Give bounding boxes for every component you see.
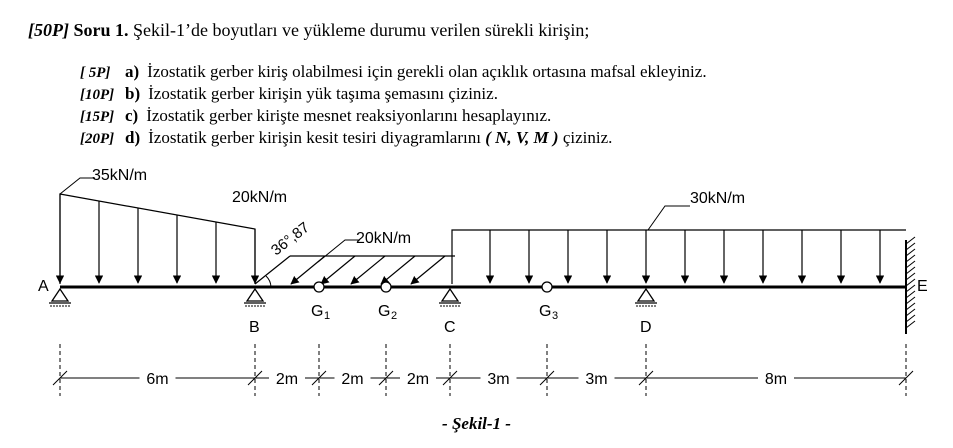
inclined-load [255,256,455,284]
load-label-20-inclined: 20kN/m [356,230,412,247]
dimension-label: 3m [487,371,510,388]
hinge-label-g1 [311,303,330,322]
sub-question-points: [10P] [80,87,115,103]
node-label-c: C [444,319,456,336]
sub-question-letter: a) [125,62,140,81]
sub-question-points: [ 5P] [80,65,111,81]
sub-question-points: [20P] [80,131,115,147]
svg-text:G: G [311,303,324,320]
node-label-a: A [38,278,49,295]
load-arrow [411,256,445,284]
svg-text:G: G [378,303,391,320]
svg-text:G: G [539,303,552,320]
dimension-line [53,344,913,396]
hinge-label-g2 [378,303,397,322]
pin-support-c [439,289,461,306]
sub-question-text: İzostatik gerber kirişte mesnet reaksiyonlarını hesaplayınız. [146,106,552,125]
question-points: [50P] [28,20,69,40]
dimension-label: 2m [406,371,430,388]
hinge-label-g3 [539,303,558,322]
dimension-label: 2m [275,371,299,388]
node-label-b: B [249,319,260,336]
fixed-support-e [906,237,915,334]
node-label-d: D [640,319,652,336]
hinge-g2 [381,282,391,292]
hatch-line [906,243,915,250]
hatch-line [906,255,915,262]
hatch-line [906,321,915,328]
load-label-30: 30kN/m [690,190,746,207]
sub-question-letter: d) [125,128,141,147]
question-label: Soru 1. [73,20,129,40]
hatch-line [906,273,915,280]
hatch-line [906,237,915,244]
hinge-g1 [314,282,324,292]
svg-text:1: 1 [324,310,331,322]
load-leader [648,206,690,230]
load-arrow [321,256,355,284]
dimension-label: 2m [341,371,364,388]
pin-support-a [49,289,71,306]
sub-question-letter: b) [125,84,141,103]
uniform-load [452,230,906,284]
sub-question-text: İzostatik gerber kirişin yük taşıma şemasını çiziniz. [148,84,498,103]
pin-support-d [635,289,657,306]
svg-text:2: 2 [391,310,398,322]
dimension-label: 3m [585,371,608,388]
hatch-line [906,261,915,268]
hinge-g3 [542,282,552,292]
hatch-line [906,297,915,304]
sub-question-text: çiziniz. [558,128,613,147]
sub-question-letter: c) [125,106,139,125]
load-arrow [351,256,385,284]
hatch-line [906,285,915,292]
figure-caption: - Şekil-1 - [442,414,511,433]
hatch-line [906,267,915,274]
load-arrow [381,256,415,284]
pin-support-b [244,289,266,306]
load-label-20-trapezoid: 20kN/m [232,189,288,206]
dimension-label: 8m [764,371,788,388]
sub-question-points: [15P] [80,109,115,125]
hatch-line [906,309,915,316]
sub-question-text-emphasis: ( N, V, M ) [485,128,559,147]
sub-question-text: İzostatik gerber kiriş olabilmesi için gerekli olan açıklık ortasına mafsal ekleyiniz. [147,62,707,81]
hatch-line [906,315,915,322]
hatch-line [906,249,915,256]
hatch-line [906,303,915,310]
load-label-35: 35kN/m [92,167,148,184]
load-leader [60,178,95,194]
hatch-line [906,291,915,298]
angle-arc [266,276,271,287]
question-text: Şekil-1’de boyutları ve yükleme durumu verilen sürekli kirişin; [133,20,590,40]
svg-text:3: 3 [552,310,559,322]
angle-label: 36°,87 [267,218,313,260]
trapezoidal-load [60,194,255,284]
dimension-label: 6m [146,371,169,388]
hatch-line [906,279,915,286]
sub-question-text: İzostatik gerber kirişin kesit tesiri diyagramlarını [148,128,486,147]
node-label-e: E [917,278,928,295]
load-leader [318,240,360,262]
